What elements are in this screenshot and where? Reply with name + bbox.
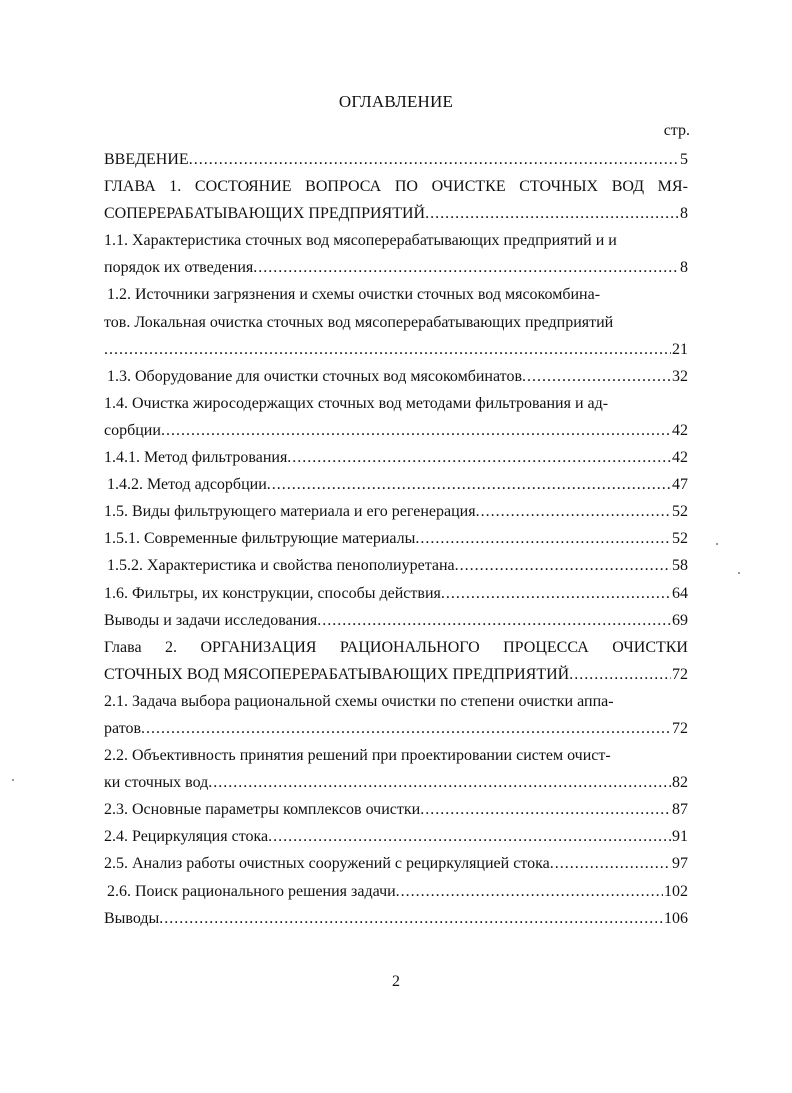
toc-entry-title: 2.3. Основные параметры комплексов очистки — [104, 801, 421, 819]
toc-entry[interactable] — [104, 661, 688, 688]
toc-entry-title: Выводы — [104, 909, 160, 927]
toc-entry[interactable] — [104, 878, 688, 905]
toc-entry-title: ки сточных вод — [104, 774, 209, 792]
leader-dots — [253, 254, 679, 281]
toc-word: РАЦИОНАЛЬНОГО — [339, 638, 480, 656]
toc-word: ПО — [394, 178, 418, 196]
toc-word: СОСТОЯНИЕ — [194, 178, 292, 196]
toc-entry-page: 58 — [672, 557, 688, 575]
toc-word: ОРГАНИЗАЦИЯ — [200, 638, 317, 656]
leader-dots — [425, 200, 679, 227]
toc-entry-page: 102 — [664, 882, 688, 900]
toc-entry[interactable] — [104, 444, 688, 471]
leader-dots — [476, 498, 671, 525]
toc-entry-page: 106 — [664, 909, 688, 927]
toc-entry-page: 91 — [672, 828, 688, 846]
scan-speck — [738, 572, 740, 574]
toc-entry-line[interactable]: 1.1. Характеристика сточных вод мясоперерабатывающих предприятий и и — [104, 232, 617, 250]
toc-entry-title: Выводы и задачи исследования — [104, 611, 318, 629]
toc-entry-page: 97 — [672, 855, 688, 873]
toc-entry[interactable] — [104, 363, 688, 390]
page-title: ОГЛАВЛЕНИЕ — [338, 92, 454, 111]
toc-entry-line[interactable] — [104, 634, 688, 661]
leader-dots — [189, 146, 679, 173]
leader-dots — [159, 905, 663, 932]
toc-entry-line[interactable]: 1.4. Очистка жиросодержащих сточных вод методами фильтрования и ад- — [104, 394, 609, 412]
toc-entry-title: 1.3. Оборудование для очистки сточных вод мясокомбинатов — [107, 367, 523, 385]
toc-entry-line[interactable]: 2.1. Задача выбора рациональной схемы очистки по степени очистки аппа- — [104, 692, 614, 710]
toc-entry[interactable] — [104, 850, 688, 877]
toc-entry-page: 72 — [672, 719, 688, 737]
leader-dots — [208, 769, 671, 796]
toc-entry-title: сорбции — [104, 421, 161, 439]
leader-dots — [268, 823, 671, 850]
toc-word: 1. — [169, 178, 182, 196]
toc-word: СТОЧНЫХ — [519, 178, 599, 196]
toc-entry[interactable] — [104, 715, 688, 742]
toc-entry[interactable] — [104, 200, 688, 227]
toc-entry-title: 1.5. Виды фильтрующего материала и его регенерация — [104, 503, 476, 521]
leader-dots — [441, 580, 671, 607]
toc-entry-title: 2.5. Анализ работы очистных сооружений с рециркуляцией стока — [104, 855, 550, 873]
toc-entry-title: 1.6. Фильтры, их конструкции, способы действия — [104, 584, 441, 602]
leader-dots — [569, 661, 671, 688]
toc-entry-title: 1.4.1. Метод фильтрования — [104, 449, 288, 467]
toc-entry-page: 69 — [672, 611, 688, 629]
toc-entry-page: 64 — [672, 584, 688, 602]
toc-word: ВОД — [611, 178, 645, 196]
toc-entry[interactable] — [104, 796, 688, 823]
toc-entry-page: 72 — [672, 665, 688, 683]
toc-entry[interactable] — [104, 905, 688, 932]
toc-entry-line[interactable] — [104, 173, 688, 200]
leader-dots — [550, 850, 671, 877]
toc-entry-title: ВВЕДЕНИЕ — [104, 151, 189, 168]
toc-word: ОЧИСТКИ — [612, 638, 688, 656]
toc-entry[interactable] — [104, 498, 688, 525]
toc-entry-page: 32 — [672, 367, 688, 385]
toc-entry[interactable] — [104, 336, 688, 363]
toc-entry-line[interactable]: тов. Локальная очистка сточных вод мясоперерабатывающих предприятий — [104, 313, 614, 331]
toc-entry-title: 1.5.2. Характеристика и свойства пенополиуретана — [107, 557, 455, 575]
toc-entry[interactable] — [104, 525, 688, 552]
toc-entry-page: 42 — [672, 449, 688, 467]
toc-entry[interactable] — [104, 146, 688, 173]
toc-entry[interactable] — [104, 254, 688, 281]
toc-entry-page: 82 — [672, 774, 688, 792]
toc-entry-page: 87 — [672, 801, 688, 819]
table-of-contents — [104, 146, 688, 932]
toc-entry-title: 2.6. Поиск рационального решения задачи — [107, 882, 396, 900]
toc-entry[interactable] — [104, 417, 688, 444]
toc-word: ГЛАВА — [104, 178, 156, 196]
toc-entry[interactable] — [104, 769, 688, 796]
toc-entry-title: порядок их отведения — [104, 259, 254, 277]
toc-entry-page: 47 — [672, 476, 688, 494]
toc-entry[interactable] — [104, 471, 688, 498]
leader-dots — [141, 715, 671, 742]
toc-word: ВОПРОСА — [305, 178, 382, 196]
toc-entry-page: 52 — [672, 503, 688, 521]
scan-speck — [716, 543, 718, 545]
leader-dots — [161, 417, 671, 444]
leader-dots — [267, 471, 671, 498]
toc-entry-title: 1.4.2. Метод адсорбции — [107, 476, 267, 494]
toc-entry-title: ратов — [104, 719, 142, 737]
toc-entry-page: 8 — [680, 205, 688, 223]
leader-dots — [415, 525, 671, 552]
toc-entry[interactable] — [104, 580, 688, 607]
toc-entry-page: 5 — [680, 151, 688, 168]
leader-dots — [455, 552, 671, 579]
leader-dots — [287, 444, 671, 471]
leader-dots — [317, 607, 671, 634]
toc-entry-line[interactable]: 2.2. Объективность принятия решений при проектировании систем очист- — [104, 747, 611, 765]
toc-word: ПРОЦЕССА — [503, 638, 589, 656]
leader-dots — [396, 878, 663, 905]
toc-word: МЯ- — [657, 178, 688, 196]
toc-entry[interactable] — [104, 552, 688, 579]
toc-entry-line[interactable]: 1.2. Источники загрязнения и схемы очистки сточных вод мясокомбина- — [107, 286, 601, 304]
toc-entry-page: 8 — [680, 259, 688, 277]
leader-dots — [522, 363, 671, 390]
toc-entry-page: 21 — [672, 340, 688, 358]
toc-entry-title: 1.5.1. Современные фильтрующие материалы — [104, 530, 416, 548]
toc-entry-page: 42 — [672, 421, 688, 439]
toc-entry[interactable] — [104, 823, 688, 850]
leader-dots — [104, 336, 671, 363]
toc-entry-title: СОПЕРЕРАБАТЫВАЮЩИХ ПРЕДПРИЯТИЙ — [104, 205, 426, 223]
page-number: 2 — [392, 973, 400, 990]
toc-word: ОЧИСТКЕ — [431, 178, 506, 196]
page-column-label: стр. — [663, 122, 690, 139]
toc-entry-page: 52 — [672, 530, 688, 548]
toc-entry-title: СТОЧНЫХ ВОД МЯСОПЕРЕРАБАТЫВАЮЩИХ ПРЕДПРИЯТИЙ — [104, 665, 570, 683]
toc-entry[interactable] — [104, 607, 688, 634]
scan-speck — [12, 779, 14, 781]
toc-word: Глава — [104, 638, 142, 656]
toc-word: 2. — [165, 638, 178, 656]
leader-dots — [420, 796, 671, 823]
toc-entry-title: 2.4. Рециркуляция стока — [104, 828, 269, 846]
